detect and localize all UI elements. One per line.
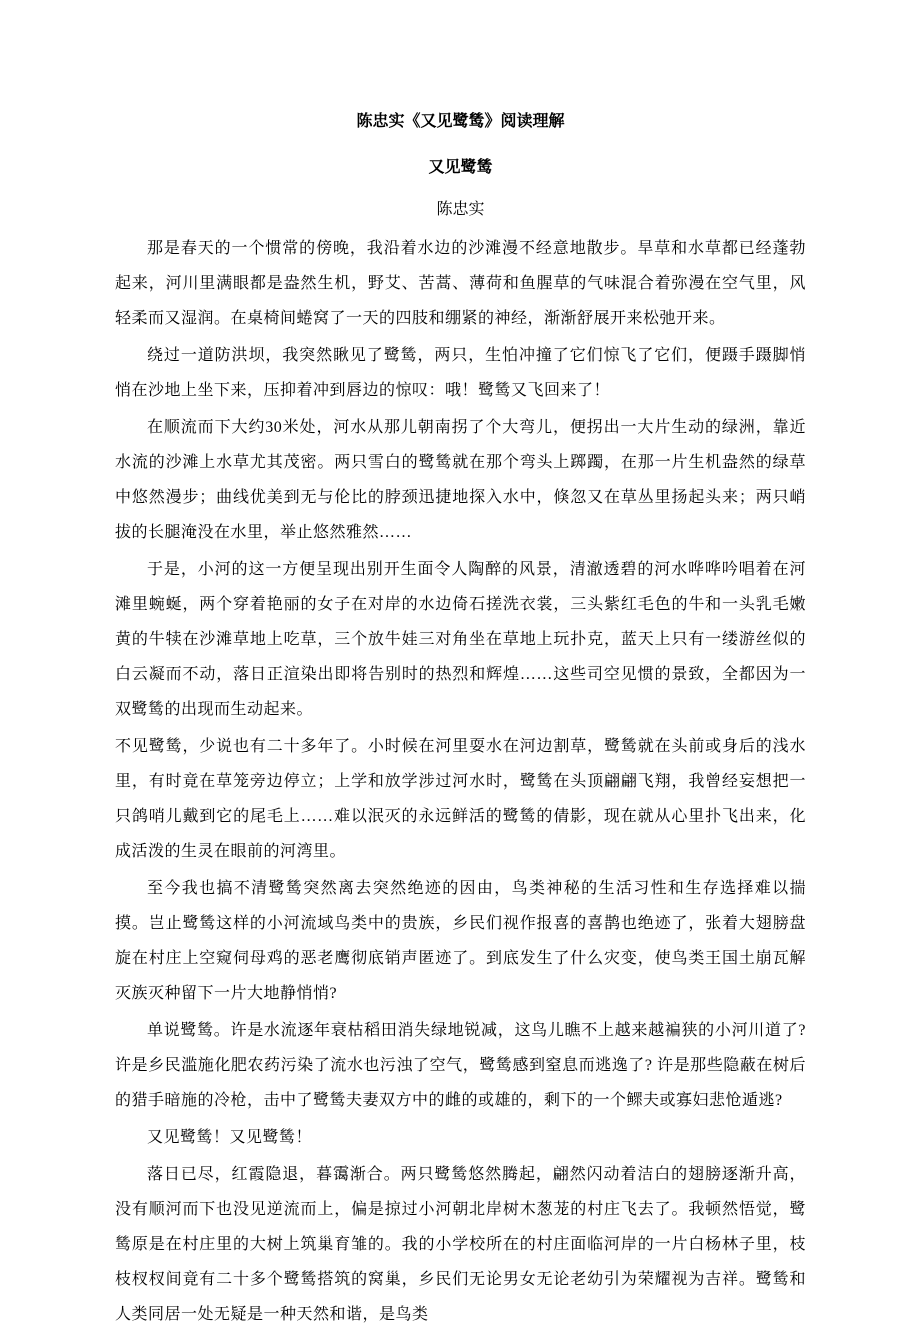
document-heading: 陈忠实《又见鹭鸶》阅读理解: [356, 113, 565, 130]
paragraph-9: 落日已尽，红霞隐退，暮霭渐合。两只鹭鸶悠然腾起，翩然闪动着洁白的翅膀逐渐升高，没有顺河而下也没见逆流而上，偏是掠过小河朝北岸树木葱茏的村庄飞去了。我顿然悟觉，鹭鸶原是在村庄里的大树上筑巢育雏的。我的小学校所在的村庄面临河岸的一片白杨林子里，枝枝杈杈间竟有二十多个鹭鸶搭筑的窝巢，乡民们无论男女无论老幼引为荣耀视为吉祥。鹭鸶和人类同居一处无疑是一种天然和谐，是鸟类: [115, 1166, 806, 1323]
paragraph-3: 在顺流而下大约30米处，河水从那儿朝南拐了个大弯儿，便拐出一大片生动的绿洲，靠近水流的沙滩上水草尤其茂密。两只雪白的鹭鸶就在那个弯头上踯躅，在那一片生机盎然的绿草中悠然漫步；曲线优美到无与伦比的脖颈迅捷地探入水中，倏忽又在草丛里扬起头来；两只峭拔的长腿淹没在水里，举止悠然雅然……: [115, 419, 806, 541]
author-name: 陈忠实: [436, 201, 485, 218]
paragraph-4: 于是，小河的这一方便呈现出别开生面令人陶醉的风景，清澈透碧的河水哗哗吟唱着在河滩里蜿蜒，两个穿着艳丽的女子在对岸的水边倚石搓洗衣裳，三头紫红毛色的牛和一头乳毛嫩黄的牛犊在沙滩草地上吃草，三个放牛娃三对角坐在草地上玩扑克，蓝天上只有一缕游丝似的白云凝而不动，落日正渲染出即将告别时的热烈和辉煌……这些司空见惯的景致，全都因为一双鹭鸶的出现而生动起来。: [115, 561, 806, 718]
paragraph-2: 绕过一道防洪坝，我突然瞅见了鹭鸶，两只，生怕冲撞了它们惊飞了它们，便蹑手蹑脚悄悄在沙地上坐下来，压抑着冲到唇边的惊叹：哦！鹭鸶又飞回来了！: [115, 347, 806, 399]
essay-title: 又见鹭鸶: [428, 159, 493, 176]
paragraph-5: 不见鹭鸶，少说也有二十多年了。小时候在河里耍水在河边割草，鹭鸶就在头前或身后的浅水里，有时竟在草笼旁边停立；上学和放学涉过河水时，鹭鸶在头顶翩翩飞翔，我曾经妄想把一只鸽哨儿戴到它的尾毛上……难以泯灭的永远鲜活的鹭鸶的倩影，现在就从心里扑飞出来，化成活泼的生灵在眼前的河湾里。: [115, 738, 806, 860]
paragraph-6: 至今我也搞不清鹭鸶突然离去突然绝迹的因由，鸟类神秘的生活习性和生存选择难以揣摸。岂止鹭鸶这样的小河流域鸟类中的贵族，乡民们视作报喜的喜鹊也绝迹了，张着大翅膀盘旋在村庄上空窥伺母鸡的恶老鹰彻底销声匿迹了。到底发生了什么灾变，使鸟类王国土崩瓦解灭族灭种留下一片大地静悄悄?: [115, 880, 806, 1002]
paragraph-8: 又见鹭鸶！又见鹭鸶！: [147, 1129, 313, 1146]
paragraph-7: 单说鹭鸶。许是水流逐年衰枯稻田消失绿地锐减，这鸟儿瞧不上越来越褊狭的小河川道了? 许是乡民滥施化肥农药污染了流水也污浊了空气，鹭鸶感到窒息而逃逸了? 许是那些隐蔽在树后的猎手暗施的冷枪，击中了鹭鸶夫妻双方中的雌的或雄的，剩下的一个鳏夫或寡妇悲怆遁逃?: [115, 1022, 806, 1109]
paragraph-1: 那是春天的一个惯常的傍晚，我沿着水边的沙滩漫不经意地散步。旱草和水草都已经蓬勃起来，河川里满眼都是盎然生机，野艾、苦蒿、薄荷和鱼腥草的气味混合着弥漫在空气里，风轻柔而又湿润。在桌椅间蜷窝了一天的四肢和绷紧的神经，渐渐舒展开来松弛开来。: [115, 240, 806, 327]
